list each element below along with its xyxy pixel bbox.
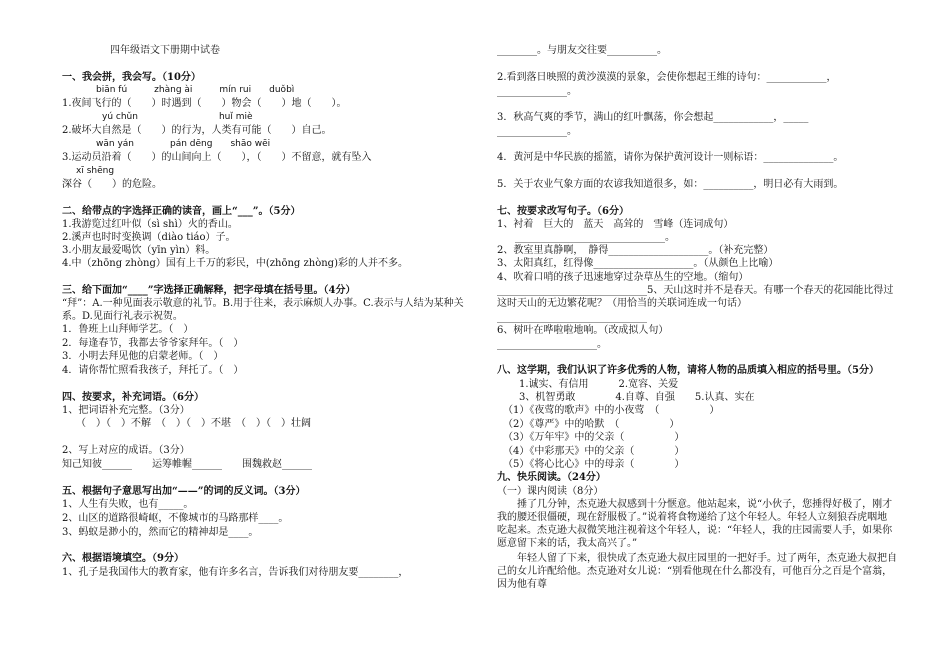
text-line: ______________________________ xyxy=(497,312,647,323)
text-line: （一）课内阅读（8分） xyxy=(497,486,604,497)
pinyin-line: biān fú zhàng ài mín rui duǒbì xyxy=(96,85,295,95)
text-line: 1、衬着 巨大的 蓝天 高耸的 雪峰（连词成句） xyxy=(497,219,734,230)
text-line: 2.溪声也时时变换调（diào tiáo）子。 xyxy=(62,232,236,243)
text-line: 3、太阳真红，红得像____________________。（从颜色上比喻） xyxy=(497,258,779,269)
text-line: 3．秋高气爽的季节，满山的红叶飘荡，你会想起____________，_____ xyxy=(497,112,809,123)
section-heading: 二、给带点的字选择正确的读音，画上“___”。（5分） xyxy=(62,206,301,217)
text-line: 2、写上对应的成语。（3分） xyxy=(62,445,190,456)
text-line: 1.我游览过红叶似（sì shì）火的香山。 xyxy=(62,219,238,230)
text-line: 4．请你帮忙照看我孩子，拜托了。（ ） xyxy=(62,365,244,376)
text-line: 3.运动员沿着（ ）的山间向上（ ），（ ）不留意，就有坠入 xyxy=(62,152,372,163)
text-line: “拜”：A.一种见面表示敬意的礼节。B.用于往来，表示麻烦人办事。C.表示与人结为某种关 xyxy=(62,298,464,309)
text-line: 1．鲁班上山拜师学艺。（ ） xyxy=(62,324,194,335)
text-line: 知己知彼______ 运筹帷幄______ 围魏救赵______ xyxy=(62,459,312,470)
section-heading: 六、根据语境填空。（9分） xyxy=(62,553,184,564)
pinyin-line: xī shēng xyxy=(76,166,115,176)
text-line: 年轻人留了下来，很快成了杰克逊大叔庄园里的一把好手。过了两年，杰克逊大叔把自己的女儿许配给他。杰克逊对女儿说：“别看他现在什么都没有，可他百分之百是个富翁，因为他有尊 xyxy=(497,553,897,590)
text-line: 2．每逢春节，我都去爷爷家拜年。（ ） xyxy=(62,338,244,349)
pinyin-line: wān yán pán dēng shāo wēi xyxy=(96,139,271,149)
text-line: 1.诚实、有信用 2.宽容、关爱 xyxy=(519,379,679,390)
text-line: （3）《万年牢》中的父亲（ ） xyxy=(503,432,685,443)
text-line: 4、吹着口哨的孩子迅速地穿过杂草丛生的空地。（缩句） xyxy=(497,272,749,283)
text-line: 1.夜间飞行的（ ）时遇到（ ）物会（ ）地（ ）。 xyxy=(62,98,347,109)
section-heading: 九、快乐阅读。（24分） xyxy=(497,472,606,483)
section-heading: 一、我会拼，我会写。（10分） xyxy=(62,72,201,83)
text-line: （4）《中彩那天》中的父亲（ ） xyxy=(503,446,685,457)
text-line: 2、教室里真静啊， 静得____________________。（补充完整） xyxy=(497,245,774,256)
text-line: ______________。 xyxy=(497,86,577,97)
section-heading: 七、按要求改写句子。（6分） xyxy=(497,206,629,217)
section-heading: 四、按要求，补充词语。（6分） xyxy=(62,392,204,403)
text-line: 2.破坏大自然是（ ）的行为，人类有可能（ ）自己。 xyxy=(62,125,332,136)
text-line: 4.中（zhōng zhòng）国有上千万的彩民，中(zhōng zhòng)彩的人并不多。 xyxy=(62,258,408,269)
text-line: 四年级语文下册期中试卷 xyxy=(110,45,220,56)
text-line: ________。与朋友交往要__________。 xyxy=(497,45,667,56)
section-heading: 五、根据句子意思写出加“——”的词的反义词。（3分） xyxy=(62,486,306,497)
text-line: （2）《尊严》中的哈默 （ ） xyxy=(503,419,680,430)
text-line: 1、人生有失败，也有_____。 xyxy=(62,499,194,510)
text-line: 3、蚂蚁是渺小的，然而它的精神却是____。 xyxy=(62,527,259,538)
text-line: 1、孔子是我国伟大的教育家，他有许多名言，告诉我们对待朋友要________， xyxy=(62,567,409,578)
text-line: ______________。 xyxy=(497,126,577,137)
text-line: 1、把词语补充完整。（3分） xyxy=(62,405,190,416)
text-line: ______________________________5、天山这时并不是春天。有哪一个春天的花园能比得过这时天山的无边繁花呢？（用恰当的关联词连成一句话） xyxy=(497,285,894,309)
text-line: 3.小朋友最爱喝饮（yīn yìn）料。 xyxy=(62,245,216,256)
text-line: ____________________。 xyxy=(497,339,607,350)
section-heading: 三、给下面加“____”字选择正确解释，把字母填在括号里。（4分） xyxy=(62,285,356,296)
text-line: （5）《将心比心》中的母亲（ ） xyxy=(503,459,685,470)
section-heading: 八、这学期，我们认识了许多优秀的人物，请将人物的品质填入相应的括号里。（5分） xyxy=(497,365,879,376)
text-line: 系。D.见面行礼表示祝贺。 xyxy=(62,311,183,322)
text-line: （ ）（ ）不解 （ ）（ ）不堪 （ ）（ ）壮阔 xyxy=(76,418,311,429)
text-line: 3．小明去拜见他的启蒙老师。（ ） xyxy=(62,351,224,362)
text-line: 2.看到落日映照的黄沙漠漠的景象，会使你想起王维的诗句：____________， xyxy=(497,72,837,83)
text-line: 捶了几分钟，杰克逊大叔感到十分惬意。他站起来，说“小伙子，您捶得好极了，刚才我的腰还很僵硬，现在舒服极了。”说着将食物递给了这个年轻人。年轻人立刻狼吞虎咽地吃起来。杰克逊大叔微笑地注视着这个年轻人，说：“年轻人，我的庄园需要人手，如果你愿意留下来的话，我太高兴了。” xyxy=(497,499,893,549)
pinyin-line: yú chǔn huǐ miè xyxy=(102,112,253,122)
text-line: ______________________________。 xyxy=(515,232,675,243)
text-line: 3、机智勇敢 4.自尊、自强 5.认真、实在 xyxy=(519,392,755,403)
text-line: 5．关于农业气象方面的农谚我知道很多，如：__________，明日必有大雨到。 xyxy=(497,179,844,190)
text-line: 2、山区的道路很崎岖，不像城市的马路那样____。 xyxy=(62,513,289,524)
text-line: 6、树叶在哗啦啦地响。（改成拟人句） xyxy=(497,325,669,336)
text-line: 4．黄河是中华民族的摇篮，请你为保护黄河设计一则标语：______________。 xyxy=(497,152,844,163)
text-line: 深谷（ ）的危险。 xyxy=(62,179,162,190)
text-line: （1）《夜莺的歌声》中的小夜莺 （ ） xyxy=(503,405,720,416)
